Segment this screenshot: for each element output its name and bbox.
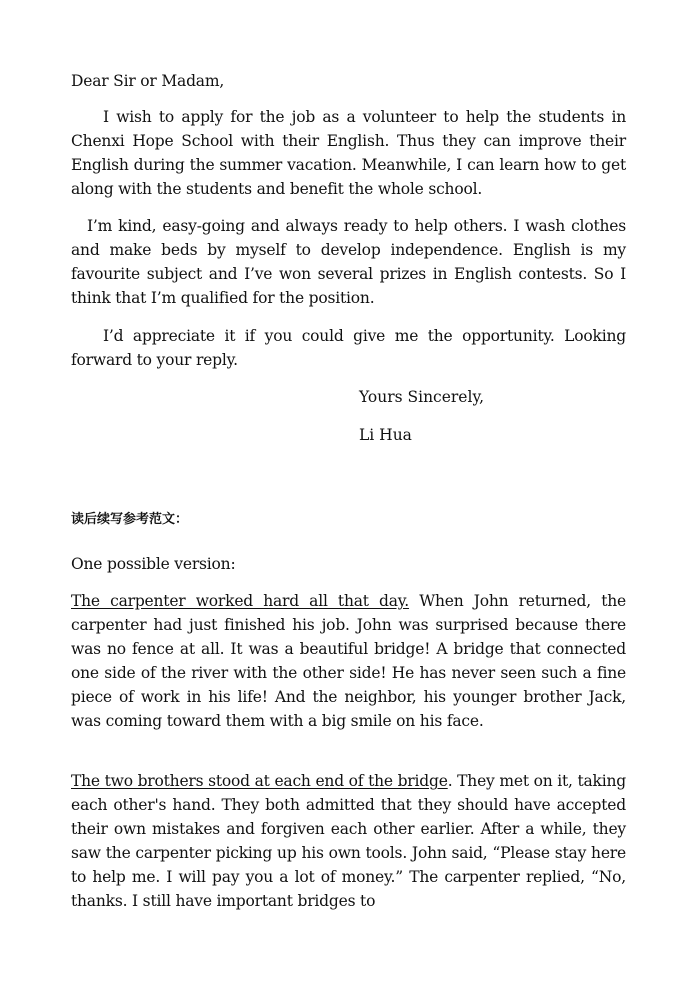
letter-closing: Yours Sincerely,	[359, 388, 485, 406]
letter-salutation: Dear Sir or Madam,	[71, 72, 225, 90]
letter-paragraph-2: I’m kind, easy-going and always ready to help others. I wash clothes and make beds by myself to develop independence. English is my favourite subject and I’ve won several prizes in English contests. So I think that I’m qualified for the position.	[71, 217, 626, 307]
underlined-opening-sentence: The carpenter worked hard all that day.	[71, 592, 410, 610]
paragraph-text: . They met on it, taking each other's hand. They both admitted that they should have accepted their own mistakes and forgiven each other earlier. After a while, they saw the carpenter picking up his own tools. John said, “Please stay here to help me. I will pay you a lot of money.” The carpenter replied, “No, thanks. I still have important bridges to	[71, 772, 627, 910]
letter-paragraph-3: I’d appreciate it if you could give me the opportunity. Looking forward to your reply.	[71, 327, 626, 369]
continuation-heading: 读后续写参考范文：	[71, 512, 189, 527]
continuation-paragraph-1	[71, 589, 626, 733]
paragraph-text: When John returned, the carpenter had just finished his job. John was surprised because there was no fence at all. It was a beautiful bridge! A bridge that connected one side of the river with the other side! He has never seen such a fine piece of work in his life! And the neighbor, his younger brother Jack, was coming toward them with a big smile on his face.	[71, 592, 626, 730]
version-label: One possible version:	[71, 555, 236, 573]
continuation-paragraph-2	[71, 769, 626, 913]
underlined-opening-sentence: The two brothers stood at each end of the bridge	[71, 772, 448, 790]
letter-paragraph-1: I wish to apply for the job as a volunteer to help the students in Chenxi Hope School with their English. Thus they can improve their English during the summer vacation. Meanwhile, I can learn how to get along with the students and benefit the whole school.	[71, 108, 626, 198]
letter-signature: Li Hua	[359, 426, 412, 444]
